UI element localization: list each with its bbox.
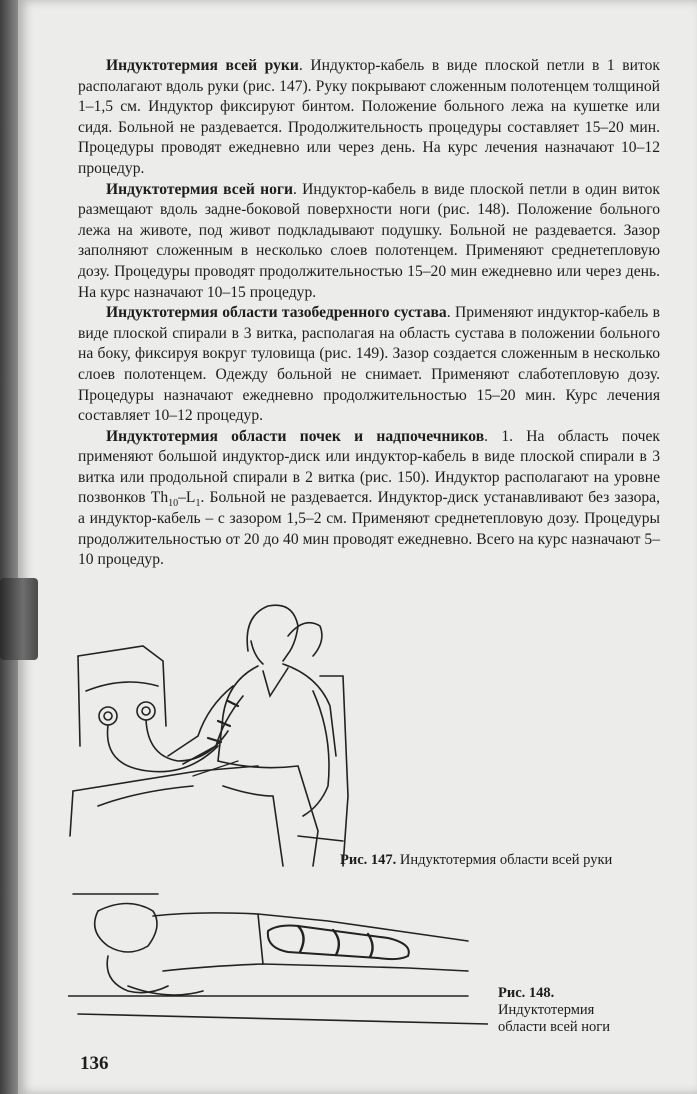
figure-text: области всей ноги <box>498 1019 611 1035</box>
paragraph-body: –L <box>178 489 196 507</box>
figure-text: Индуктотермия области всей руки <box>396 852 613 868</box>
figure-148-caption <box>498 985 648 1036</box>
binder-clip <box>0 578 38 660</box>
page-gutter-shadow <box>0 0 18 1094</box>
paragraph-body: . Больной не раздевается. Индуктор-диск устанавливают без зазора, а индуктор-кабель – с зазором 1,5–2 см. Применяют среднетепловую дозу. Процедуры продолжительностью от 20 до 40 мин проводят ежедневно. Всего на курс назначают 5–10 процедур. <box>78 489 660 569</box>
paragraph-hip <box>78 303 660 427</box>
page-number: 136 <box>80 1053 109 1074</box>
paragraph-leg <box>78 180 660 304</box>
paragraph-title: Индуктотермия всей руки <box>106 57 299 74</box>
paragraph-body: . Индуктор-кабель в виде плоской петли в один виток размещают вдоль задне-боковой поверхности ноги (рис. 148). Положение больного лежа на животе, под живот подкладывают подушку. Больной не раздевается. Зазор заполняют сложенным в несколько слоев полотенцем. Применяют среднетепловую дозу. Процедуры проводят продолжительностью 15–20 мин ежедневно или через день. На курс назначают 10–15 процедур. <box>78 180 660 301</box>
figure-label: Рис. 147. <box>340 852 397 868</box>
body-text <box>78 56 660 571</box>
paragraph-body: . Применяют индуктор-кабель в виде плоской спирали в 3 витка, располагая на область сустава в положении больного на боку, фиксируя вокруг туловища (рис. 149). Зазор создается сложенным в несколько слоев полотенцем. Одежду больной не снимает. Применяют слаботепловую дозу. Процедуры назначают ежедневно продолжительностью 15–20 мин. Курс лечения составляет 10–12 процедур. <box>78 304 660 425</box>
paragraph-arm <box>78 56 660 180</box>
paragraph-title: Индуктотермия области почек и надпочечников <box>106 427 485 445</box>
figure-label: Рис. 148. <box>498 985 555 1001</box>
subscript: 1 <box>195 498 201 510</box>
subscript: 10 <box>168 498 179 510</box>
figure-147-caption <box>340 852 620 869</box>
paragraph-title: Индуктотермия области тазобедренного сустава <box>106 304 447 322</box>
paragraph-body: . 1. На область почек применяют большой индуктор-диск или индуктор-кабель в виде плоской спирали в 3 витка или продольной спирали в 2 витка (рис. 150). Индуктор располагают на уровне позвонков Th <box>78 427 660 507</box>
paragraph-title: Индуктотермия всей ноги <box>106 180 293 198</box>
figure-text: Индуктотермия <box>498 1002 595 1018</box>
figure-148-illustration <box>68 886 488 1036</box>
figure-147-illustration <box>58 596 358 876</box>
book-page <box>18 0 697 1094</box>
paragraph-kidney <box>78 427 660 571</box>
paragraph-body: . Индуктор-кабель в виде плоской петли в 1 виток располагают вдоль руки (рис. 147). Руку покрывают сложенным полотенцем толщиной 1–1,5 см. Индуктор фиксируют бинтом. Положение больного лежа на кушетке или сидя. Больной не раздевается. Продолжительность процедуры составляет 15–20 мин. Процедуры проводят ежедневно или через день. На курс лечения назначают 10–12 процедур. <box>78 57 660 177</box>
